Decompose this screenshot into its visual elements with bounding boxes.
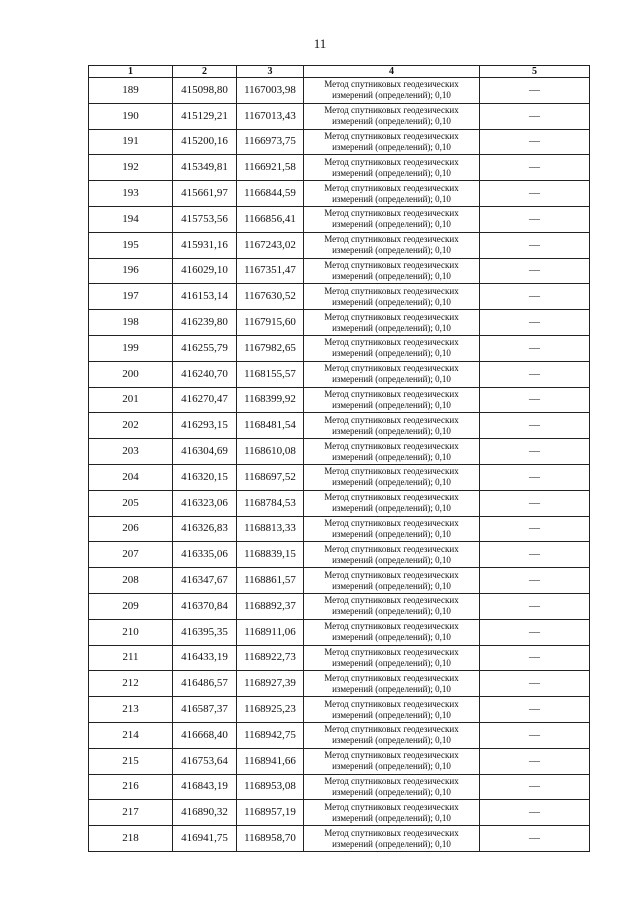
description-cell: — [480, 232, 590, 258]
table-row [89, 284, 590, 310]
table-row [89, 568, 590, 594]
description-cell: — [480, 387, 590, 413]
method-cell [304, 258, 480, 284]
point-number-cell: 194 [89, 206, 173, 232]
method-text-line1: Метод спутниковых геодезических [324, 569, 459, 580]
method-cell [304, 516, 480, 542]
y-coordinate-cell: 1168922,73 [237, 645, 304, 671]
method-text-line1: Метод спутниковых геодезических [324, 414, 459, 425]
column-header-3: 3 [237, 66, 304, 78]
method-text-line1: Метод спутниковых геодезических [324, 827, 459, 838]
method-cell [304, 206, 480, 232]
y-coordinate-cell: 1168958,70 [237, 826, 304, 852]
method-text-line2: измерений (определений); 0,10 [332, 735, 451, 746]
table-row [89, 697, 590, 723]
table-row [89, 748, 590, 774]
method-text-line1: Метод спутниковых геодезических [324, 543, 459, 554]
method-text-line2: измерений (определений); 0,10 [332, 219, 451, 230]
x-coordinate-cell: 415129,21 [173, 103, 237, 129]
method-text-line1: Метод спутниковых геодезических [324, 130, 459, 141]
y-coordinate-cell: 1168942,75 [237, 722, 304, 748]
description-cell: — [480, 129, 590, 155]
method-cell [304, 645, 480, 671]
description-cell: — [480, 439, 590, 465]
x-coordinate-cell: 415349,81 [173, 155, 237, 181]
table-row [89, 387, 590, 413]
description-cell: — [480, 284, 590, 310]
table-row [89, 490, 590, 516]
method-cell [304, 78, 480, 104]
method-text-line2: измерений (определений); 0,10 [332, 709, 451, 720]
method-text-line2: измерений (определений); 0,10 [332, 451, 451, 462]
y-coordinate-cell: 1168839,15 [237, 542, 304, 568]
y-coordinate-cell: 1167003,98 [237, 78, 304, 104]
description-cell: — [480, 413, 590, 439]
table-row [89, 464, 590, 490]
x-coordinate-cell: 416347,67 [173, 568, 237, 594]
description-cell: — [480, 645, 590, 671]
y-coordinate-cell: 1167351,47 [237, 258, 304, 284]
point-number-cell: 207 [89, 542, 173, 568]
description-cell: — [480, 361, 590, 387]
point-number-cell: 202 [89, 413, 173, 439]
table-row [89, 335, 590, 361]
method-text-line1: Метод спутниковых геодезических [324, 363, 459, 374]
x-coordinate-cell: 416304,69 [173, 439, 237, 465]
method-cell [304, 464, 480, 490]
point-number-cell: 209 [89, 593, 173, 619]
table-row [89, 671, 590, 697]
y-coordinate-cell: 1167982,65 [237, 335, 304, 361]
description-cell: — [480, 155, 590, 181]
point-number-cell: 210 [89, 619, 173, 645]
description-cell: — [480, 826, 590, 852]
method-cell [304, 155, 480, 181]
description-cell: — [480, 542, 590, 568]
y-coordinate-cell: 1168911,06 [237, 619, 304, 645]
table-row [89, 516, 590, 542]
method-cell [304, 413, 480, 439]
x-coordinate-cell: 416293,15 [173, 413, 237, 439]
method-cell [304, 697, 480, 723]
description-cell: — [480, 464, 590, 490]
y-coordinate-cell: 1168941,66 [237, 748, 304, 774]
point-number-cell: 218 [89, 826, 173, 852]
method-text-line1: Метод спутниковых геодезических [324, 388, 459, 399]
x-coordinate-cell: 415200,16 [173, 129, 237, 155]
description-cell: — [480, 748, 590, 774]
y-coordinate-cell: 1166973,75 [237, 129, 304, 155]
table-row [89, 826, 590, 852]
point-number-cell: 199 [89, 335, 173, 361]
description-cell: — [480, 593, 590, 619]
y-coordinate-cell: 1167630,52 [237, 284, 304, 310]
point-number-cell: 212 [89, 671, 173, 697]
method-text-line2: измерений (определений); 0,10 [332, 141, 451, 152]
coordinates-table [88, 65, 590, 852]
x-coordinate-cell: 416486,57 [173, 671, 237, 697]
point-number-cell: 197 [89, 284, 173, 310]
x-coordinate-cell: 416255,79 [173, 335, 237, 361]
y-coordinate-cell: 1168399,92 [237, 387, 304, 413]
method-text-line2: измерений (определений); 0,10 [332, 296, 451, 307]
x-coordinate-cell: 415931,16 [173, 232, 237, 258]
x-coordinate-cell: 416890,32 [173, 800, 237, 826]
table-row [89, 645, 590, 671]
point-number-cell: 213 [89, 697, 173, 723]
point-number-cell: 203 [89, 439, 173, 465]
point-number-cell: 215 [89, 748, 173, 774]
point-number-cell: 211 [89, 645, 173, 671]
x-coordinate-cell: 416335,06 [173, 542, 237, 568]
y-coordinate-cell: 1168957,19 [237, 800, 304, 826]
y-coordinate-cell: 1166921,58 [237, 155, 304, 181]
description-cell: — [480, 671, 590, 697]
page-number: 11 [313, 36, 327, 51]
header-row [89, 66, 590, 78]
method-text-line2: измерений (определений); 0,10 [332, 683, 451, 694]
method-text-line1: Метод спутниковых геодезических [324, 646, 459, 657]
description-cell: — [480, 697, 590, 723]
method-cell [304, 181, 480, 207]
method-text-line2: измерений (определений); 0,10 [332, 167, 451, 178]
method-cell [304, 284, 480, 310]
description-cell: — [480, 103, 590, 129]
y-coordinate-cell: 1167915,60 [237, 310, 304, 336]
point-number-cell: 201 [89, 387, 173, 413]
method-cell [304, 619, 480, 645]
method-text-line1: Метод спутниковых геодезических [324, 208, 459, 219]
method-cell [304, 439, 480, 465]
method-cell [304, 826, 480, 852]
method-text-line1: Метод спутниковых геодезических [324, 801, 459, 812]
x-coordinate-cell: 416326,83 [173, 516, 237, 542]
x-coordinate-cell: 416029,10 [173, 258, 237, 284]
x-coordinate-cell: 416320,15 [173, 464, 237, 490]
table-row [89, 155, 590, 181]
y-coordinate-cell: 1167013,43 [237, 103, 304, 129]
x-coordinate-cell: 416370,84 [173, 593, 237, 619]
x-coordinate-cell: 416239,80 [173, 310, 237, 336]
method-text-line2: измерений (определений); 0,10 [332, 812, 451, 823]
method-text-line2: измерений (определений); 0,10 [332, 632, 451, 643]
method-text-line2: измерений (определений); 0,10 [332, 90, 451, 101]
method-cell [304, 542, 480, 568]
table-row [89, 310, 590, 336]
y-coordinate-cell: 1166856,41 [237, 206, 304, 232]
y-coordinate-cell: 1168481,54 [237, 413, 304, 439]
method-text-line1: Метод спутниковых геодезических [324, 285, 459, 296]
description-cell: — [480, 774, 590, 800]
x-coordinate-cell: 415753,56 [173, 206, 237, 232]
method-cell [304, 800, 480, 826]
method-text-line2: измерений (определений); 0,10 [332, 477, 451, 488]
x-coordinate-cell: 416153,14 [173, 284, 237, 310]
method-text-line2: измерений (определений); 0,10 [332, 322, 451, 333]
method-text-line1: Метод спутниковых геодезических [324, 337, 459, 348]
method-text-line1: Метод спутниковых геодезических [324, 672, 459, 683]
method-cell [304, 387, 480, 413]
y-coordinate-cell: 1167243,02 [237, 232, 304, 258]
method-text-line1: Метод спутниковых геодезических [324, 621, 459, 632]
table-row [89, 78, 590, 104]
method-text-line2: измерений (определений); 0,10 [332, 374, 451, 385]
y-coordinate-cell: 1168697,52 [237, 464, 304, 490]
method-text-line1: Метод спутниковых геодезических [324, 311, 459, 322]
y-coordinate-cell: 1168861,57 [237, 568, 304, 594]
method-text-line2: измерений (определений); 0,10 [332, 761, 451, 772]
point-number-cell: 193 [89, 181, 173, 207]
method-cell [304, 568, 480, 594]
method-text-line2: измерений (определений); 0,10 [332, 606, 451, 617]
method-cell [304, 774, 480, 800]
description-cell: — [480, 800, 590, 826]
method-text-line2: измерений (определений); 0,10 [332, 399, 451, 410]
method-text-line1: Метод спутниковых геодезических [324, 698, 459, 709]
point-number-cell: 205 [89, 490, 173, 516]
x-coordinate-cell: 415098,80 [173, 78, 237, 104]
y-coordinate-cell: 1168813,33 [237, 516, 304, 542]
point-number-cell: 200 [89, 361, 173, 387]
y-coordinate-cell: 1168925,23 [237, 697, 304, 723]
x-coordinate-cell: 416270,47 [173, 387, 237, 413]
method-text-line2: измерений (определений); 0,10 [332, 348, 451, 359]
x-coordinate-cell: 416668,40 [173, 722, 237, 748]
method-cell [304, 671, 480, 697]
column-header-5: 5 [480, 66, 590, 78]
method-text-line2: измерений (определений); 0,10 [332, 270, 451, 281]
description-cell: — [480, 568, 590, 594]
table-row [89, 722, 590, 748]
method-cell [304, 310, 480, 336]
description-cell: — [480, 258, 590, 284]
method-text-line1: Метод спутниковых геодезических [324, 259, 459, 270]
x-coordinate-cell: 416433,19 [173, 645, 237, 671]
method-cell [304, 722, 480, 748]
x-coordinate-cell: 416323,06 [173, 490, 237, 516]
method-text-line1: Метод спутниковых геодезических [324, 440, 459, 451]
column-header-2: 2 [173, 66, 237, 78]
x-coordinate-cell: 416753,64 [173, 748, 237, 774]
table-row [89, 439, 590, 465]
x-coordinate-cell: 416843,19 [173, 774, 237, 800]
method-text-line2: измерений (определений); 0,10 [332, 554, 451, 565]
method-text-line1: Метод спутниковых геодезических [324, 182, 459, 193]
point-number-cell: 208 [89, 568, 173, 594]
table-row [89, 103, 590, 129]
method-text-line1: Метод спутниковых геодезических [324, 595, 459, 606]
y-coordinate-cell: 1166844,59 [237, 181, 304, 207]
point-number-cell: 195 [89, 232, 173, 258]
description-cell: — [480, 310, 590, 336]
y-coordinate-cell: 1168892,37 [237, 593, 304, 619]
method-cell [304, 103, 480, 129]
method-text-line1: Метод спутниковых геодезических [324, 105, 459, 116]
table-body [89, 78, 590, 852]
y-coordinate-cell: 1168784,53 [237, 490, 304, 516]
point-number-cell: 217 [89, 800, 173, 826]
method-cell [304, 129, 480, 155]
y-coordinate-cell: 1168610,08 [237, 439, 304, 465]
description-cell: — [480, 335, 590, 361]
x-coordinate-cell: 416587,37 [173, 697, 237, 723]
y-coordinate-cell: 1168155,57 [237, 361, 304, 387]
method-text-line1: Метод спутниковых геодезических [324, 156, 459, 167]
method-text-line1: Метод спутниковых геодезических [324, 79, 459, 90]
table-row [89, 206, 590, 232]
table-row [89, 800, 590, 826]
description-cell: — [480, 619, 590, 645]
method-cell [304, 490, 480, 516]
x-coordinate-cell: 416240,70 [173, 361, 237, 387]
method-text-line1: Метод спутниковых геодезических [324, 234, 459, 245]
point-number-cell: 204 [89, 464, 173, 490]
point-number-cell: 198 [89, 310, 173, 336]
table-row [89, 232, 590, 258]
table-row [89, 774, 590, 800]
description-cell: — [480, 516, 590, 542]
column-header-4: 4 [304, 66, 480, 78]
column-header-1: 1 [89, 66, 173, 78]
method-text-line2: измерений (определений); 0,10 [332, 193, 451, 204]
method-text-line2: измерений (определений); 0,10 [332, 503, 451, 514]
table-row [89, 181, 590, 207]
table-row [89, 593, 590, 619]
method-text-line1: Метод спутниковых геодезических [324, 775, 459, 786]
description-cell: — [480, 206, 590, 232]
description-cell: — [480, 490, 590, 516]
point-number-cell: 190 [89, 103, 173, 129]
point-number-cell: 206 [89, 516, 173, 542]
description-cell: — [480, 181, 590, 207]
point-number-cell: 214 [89, 722, 173, 748]
method-text-line1: Метод спутниковых геодезических [324, 517, 459, 528]
table-row [89, 258, 590, 284]
table-row [89, 413, 590, 439]
description-cell: — [480, 722, 590, 748]
method-text-line2: измерений (определений); 0,10 [332, 580, 451, 591]
table-row [89, 542, 590, 568]
point-number-cell: 191 [89, 129, 173, 155]
method-text-line2: измерений (определений); 0,10 [332, 116, 451, 127]
table-row [89, 619, 590, 645]
method-text-line2: измерений (определений); 0,10 [332, 786, 451, 797]
method-text-line2: измерений (определений); 0,10 [332, 838, 451, 849]
y-coordinate-cell: 1168927,39 [237, 671, 304, 697]
method-text-line2: измерений (определений); 0,10 [332, 657, 451, 668]
method-text-line1: Метод спутниковых геодезических [324, 492, 459, 503]
method-text-line1: Метод спутниковых геодезических [324, 724, 459, 735]
method-text-line1: Метод спутниковых геодезических [324, 466, 459, 477]
method-cell [304, 593, 480, 619]
method-text-line2: измерений (определений); 0,10 [332, 425, 451, 436]
method-cell [304, 361, 480, 387]
table-row [89, 129, 590, 155]
point-number-cell: 189 [89, 78, 173, 104]
description-cell: — [480, 78, 590, 104]
x-coordinate-cell: 416395,35 [173, 619, 237, 645]
table-row [89, 361, 590, 387]
x-coordinate-cell: 415661,97 [173, 181, 237, 207]
x-coordinate-cell: 416941,75 [173, 826, 237, 852]
point-number-cell: 192 [89, 155, 173, 181]
point-number-cell: 216 [89, 774, 173, 800]
method-cell [304, 748, 480, 774]
point-number-cell: 196 [89, 258, 173, 284]
method-text-line2: измерений (определений); 0,10 [332, 528, 451, 539]
method-text-line1: Метод спутниковых геодезических [324, 750, 459, 761]
method-cell [304, 232, 480, 258]
method-cell [304, 335, 480, 361]
y-coordinate-cell: 1168953,08 [237, 774, 304, 800]
method-text-line2: измерений (определений); 0,10 [332, 245, 451, 256]
